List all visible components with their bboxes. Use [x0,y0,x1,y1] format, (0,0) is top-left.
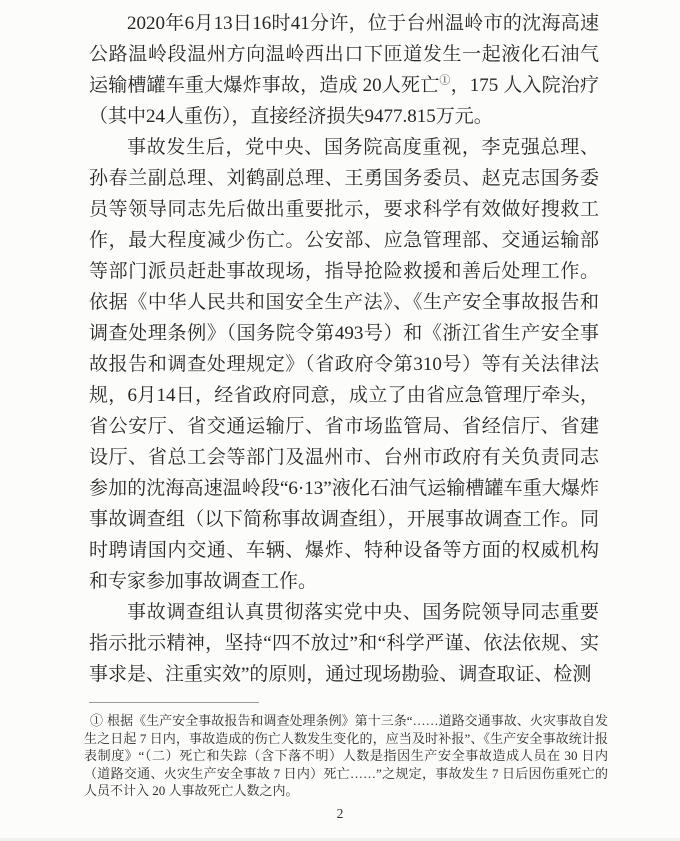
footnote-text: 根据《生产安全事故报告和调查处理条例》第十三条“……道路交通事故、火灾事故自发生之日起 7 日内，事故造成的伤亡人数发生变化的，应当及时补报”、《生产安全事故统计报表制度》“（二）死亡和失踪（含下落不明）人数是指因生产安全事故造成人员在 30 日内（道路交通、火灾生产安全事故 7 日内）死亡……”之规定，事故发生 7 日后因伤重死亡的人员不计入 20 人事故死亡人数之内。 [84,713,608,799]
paragraph-text: 2020年6月13日16时41分许，位于台州温岭市的沈海高速公路温岭段温州方向温岭西出口下匝道发生一起液化石油气运输槽罐车重大爆炸事故，造成 20人死亡 [89,13,599,96]
paragraph-text: ，175 人入院治疗（其中24人重伤），直接经济损失9477.815万元。 [89,75,599,127]
paragraph-investigation-principles: 事故调查组认真贯彻落实党中央、国务院领导同志重要指示批示精神，坚持“四不放过”和“科学严谨、依法依规、实事求是、注重实效”的原则，通过现场勘验、调查取证、检测 [89,602,599,685]
page-number: 2 [336,806,344,821]
paragraph-response-and-investigation-setup: 事故发生后，党中央、国务院高度重视，李克强总理、孙春兰副总理、刘鹤副总理、王勇国务委员、赵克志国务委员等领导同志先后做出重要批示，要求科学有效做好搜救工作，最大程度减少伤亡。公安部、应急管理部、交通运输部等部门派员赶赴事故现场，指导抢险救援和善后处理工作。依据《中华人民共和国安全生产法》、《生产安全事故报告和调查处理条例》（国务院令第493号）和《浙江省生产安全事故报告和调查处理规定》（省政府令第310号）等有关法律法规，6月14日，经省政府同意，成立了由省应急管理厅牵头，省公安厅、省交通运输厅、省市场监管局、省经信厅、省建设厅、省总工会等部门及温州市、台州市政府有关负责同志参加的沈海高速温岭段“6·13”液化石油气运输槽罐车重大爆炸事故调查组（以下简称事故调查组），开展事故调查工作。同时聘请国内交通、车辆、爆炸、特种设备等方面的权威机构和专家参加事故调查工作。 [89,137,599,592]
footnote-marker: ① [90,713,104,728]
footnote-reference-mark: ① [439,74,451,87]
footnote-area [84,702,608,800]
footnote [84,712,608,800]
report-body [89,8,599,690]
footnote-separator-line [89,702,259,703]
paragraph-accident-overview [89,8,599,132]
